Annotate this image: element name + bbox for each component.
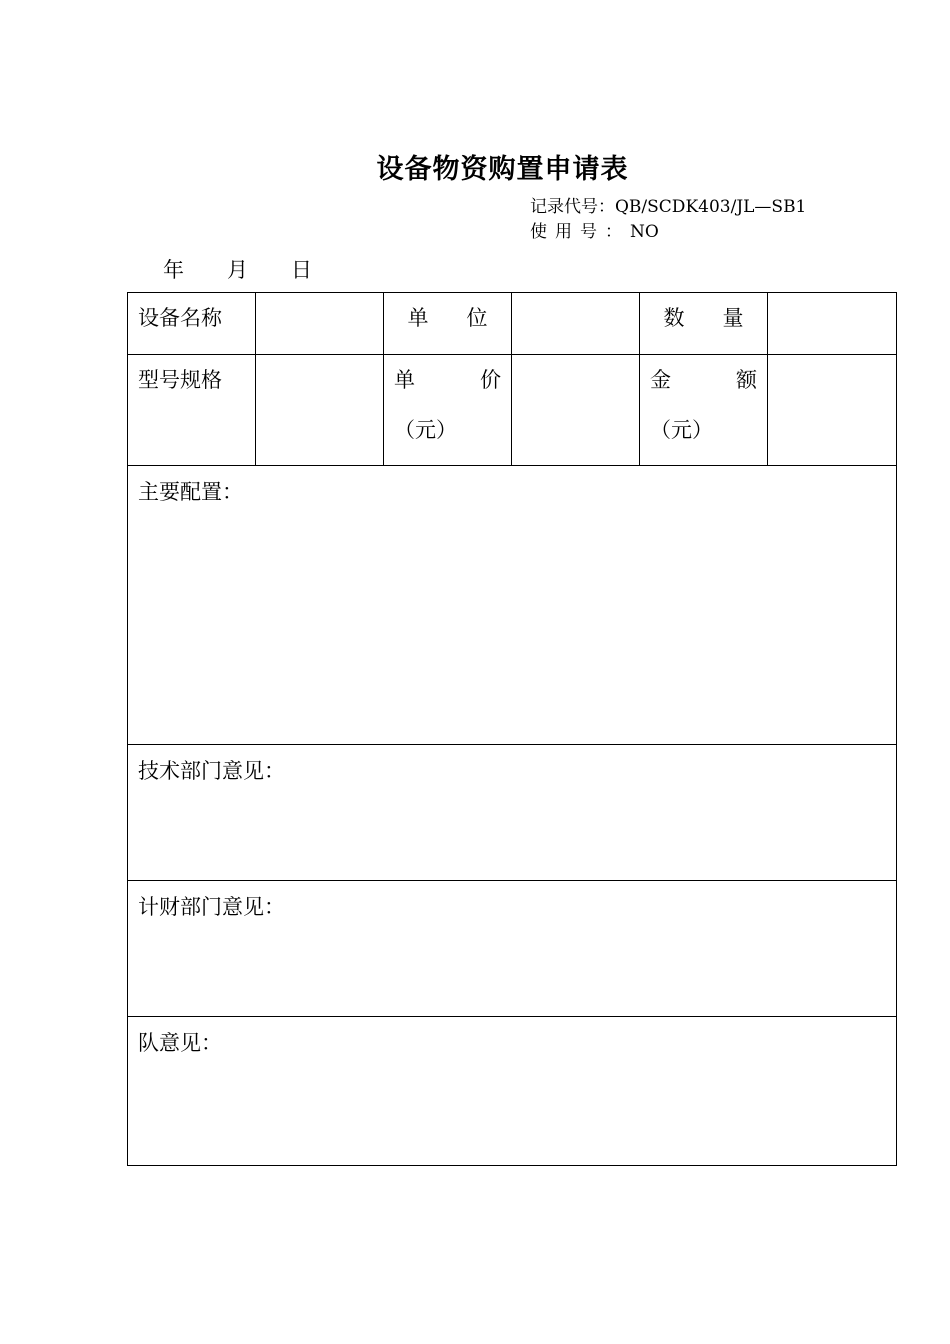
main-config-label: 主要配置： [138, 480, 243, 504]
tech-dept-opinion-section[interactable] [128, 745, 897, 881]
team-opinion-label: 队意见： [138, 1031, 222, 1055]
table-row [128, 466, 897, 745]
finance-dept-opinion-label: 计财部门意见： [138, 895, 285, 919]
use-number-label: 使用号： [530, 222, 630, 242]
quantity-field[interactable] [768, 293, 897, 355]
quantity-label: 数 量 [640, 293, 768, 355]
model-spec-label: 型号规格 [128, 355, 256, 466]
amount-label: 金 额 （元） [640, 355, 768, 466]
unit-price-field[interactable] [512, 355, 640, 466]
unit-price-label: 单 价 （元） [384, 355, 512, 466]
use-number [530, 221, 659, 243]
table-row [128, 355, 897, 466]
use-number-value: NO [630, 222, 659, 242]
unit-label: 单 位 [384, 293, 512, 355]
equipment-name-label: 设备名称 [128, 293, 256, 355]
main-config-section[interactable] [128, 466, 897, 745]
table-row [128, 293, 897, 355]
record-code [530, 196, 806, 218]
table-row [128, 745, 897, 881]
tech-dept-opinion-label: 技术部门意见： [138, 759, 285, 783]
date-year: 年 [163, 258, 184, 282]
model-spec-field[interactable] [256, 355, 384, 466]
date-line [163, 256, 312, 284]
finance-dept-opinion-section[interactable] [128, 881, 897, 1017]
date-day: 日 [291, 258, 312, 282]
amount-field[interactable] [768, 355, 897, 466]
table-row [128, 1017, 897, 1166]
unit-field[interactable] [512, 293, 640, 355]
date-month: 月 [227, 258, 248, 282]
application-table [127, 292, 897, 1166]
table-row [128, 881, 897, 1017]
form-title: 设备物资购置申请表 [376, 154, 629, 185]
record-code-value: QB/SCDK403/JL—SB1 [615, 197, 807, 217]
record-code-label: 记录代号： [530, 197, 615, 217]
equipment-name-field[interactable] [256, 293, 384, 355]
team-opinion-section[interactable] [128, 1017, 897, 1166]
